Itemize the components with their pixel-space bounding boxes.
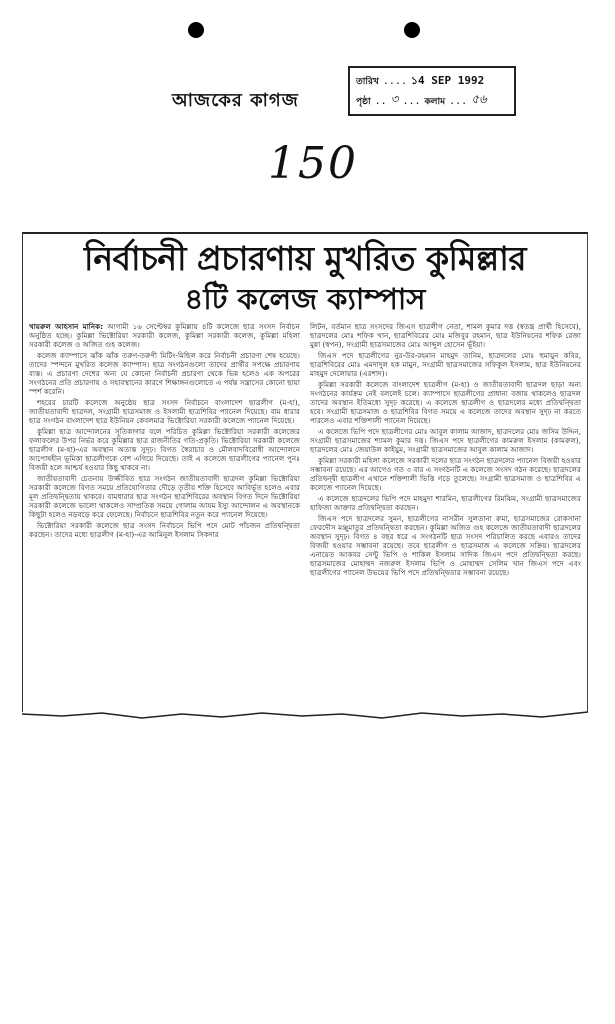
article-paragraph: এ কলেজে ছাত্রদলের ভিপি পদে মাহমুদা শারমিন, ছাত্রলীগের রিমঝিম, সংগ্রামী ছাত্রসমাজের হাফিজা আক্তার প্রতিদ্বন্দ্বিতা করছেন। bbox=[310, 494, 581, 512]
archive-stamp: তারিখ .... ১4 SEP 1992 পৃষ্ঠা .. ৩ ... কলাম ... ৫৬ bbox=[348, 66, 516, 116]
punch-hole-left bbox=[188, 22, 204, 38]
stamp-page-value: ৩ bbox=[390, 92, 399, 106]
article-paragraph: শহরের চারটি কলেজে অনুষ্ঠেয় ছাত্র সংসদ নির্বাচনে বাংলাদেশ ছাত্রলীগ (ম-হা), জাতীয়তাবাদী ছাত্রদল, সংগ্রামী ছাত্রসমাজ ও ইসলামী ছাত্রশিবির প্যানেল দিয়েছে। বাম ধারার ছাত্র সংগঠন বাংলাদেশ ছাত্র ইউনিয়ন কেবলমাত্র ভিক্টোরিয়া সরকারী কলেজে প্যানেল দিয়েছে। bbox=[29, 398, 300, 425]
stamp-column-value: ৫৬ bbox=[471, 92, 487, 106]
handwritten-page-number: 150 bbox=[268, 138, 358, 189]
news-clipping bbox=[22, 232, 588, 712]
article-paragraph: কুমিল্লা সরকারী মহিলা কলেজে সরকারী দলের ছাত্র সংগঠন ছাত্রদলের প্যানেল বিজয়ী হওয়ার সম্ভাবনা রয়েছে। এর আগেও গত ৩ বার এ সংগঠনটি এ কলেজে সংসদ গঠন করেছে। ছাত্রদলের প্রতিদ্বন্দ্বী ছাত্রলীগ এখানে শক্তিশালী ভিত্তি গড়ে তুলেছে। সংগ্রামী ছাত্রসমাজ ও ছাত্রশিবির এ কলেজে প্যানেল দিয়েছে। bbox=[310, 456, 581, 492]
stamp-date-value: ১4 SEP 1992 bbox=[410, 73, 485, 87]
article-headline: নির্বাচনী প্রচারণায় মুখরিত কুমিল্লার bbox=[83, 239, 526, 278]
article-paragraph: জিএস পদে ছাত্রদলের সুমন, ছাত্রলীগের নাসরীন সুলতানা রুমা, ছাত্রসমাজের রোকসানা ফেরদৌস মঞ্জুমাতুর প্রতিদ্বন্দ্বিতা করছেন। কুমিল্লা অজিত গুহ কলেজে জাতীয়তাবাদী ছাত্রদলের অবস্থান সুদৃঢ়। বিগত ৪ বছর ধরে এ সংগঠনটি ছাত্র সংসদ পরিচালিত করছে এবারও তাদের বিজয়ী হওয়ার সম্ভাবনা রয়েছে। তবে ছাত্রলীগ ও ছাত্রসমাজ এ কলেজে সক্রিয়। ছাত্রদলের এনায়েত আকবর সেন্টু ভিপি ও শাকিল ইসলাম সাদিক জিএস পদে প্রতিদ্বন্দ্বিতা করছে। ছাত্রসমাজের মোহাম্মদ নজরুল ইসলাম ভিপি ও মোহাম্মদ সেলিম খান জিএস পদে এবং ছাত্রলীগের প্যানেল উভয়ের ভিপি পদে প্রতিদ্বন্দ্বিতার সম্ভাবনা রয়েছে। bbox=[310, 514, 581, 577]
article-subheadline: ৪টি কলেজ ক্যাম্পাস bbox=[184, 282, 426, 316]
stamp-page-label: পৃষ্ঠা bbox=[356, 96, 371, 107]
stamp-column-label: কলাম bbox=[424, 96, 446, 107]
article-paragraph: জাতীয়তাবাদী চেতনায় উজ্জীবিত ছাত্র সংগঠন জাতীয়তাবাদী ছাত্রদল কুমিল্লা ভিক্টোরিয়া সরকারী কলেজে বিগত সময়ে প্রতিযোগিতার দৌড়ে তৃতীয় শক্তি হিসেবে আবির্ভূত হলেও এবার মূল প্রতিদ্বন্দ্বিতায় থাকবে। বামধারার ছাত্র সংগঠন ছাত্রশিবিরের অবস্থান বিগত দিনে ভিক্টোরিয়া সরকারী কলেজে ভালো থাকলেও সাম্প্রতিক সময়ে গোলাম আযম ইস্যু আন্দোলন এ অবস্থানকে কিছুটা হলেও নড়বড়ে করে ফেলেছে। নির্বাচনে ছাত্রশিবির নতুন করে প্যানেল দিয়েছে। bbox=[29, 474, 300, 519]
article-paragraph: কলেজ ক্যাম্পাসে ঝাঁক ঝাঁক তরুণ-তরুণী মিটিং-মিছিল করে নির্বাচনী প্রচারণা শেষ হয়েছে। তাদের স্পন্দনে মুখরিত কলেজ ক্যাম্পাস। ছাত্র সংগঠনগুলো তাদের প্রার্থীর সপক্ষে প্রচারণায় ব্যস্ত। এ প্রচারণা দেশের অন্য যে কোনো নির্বাচনী প্রচারণা থেকে ভিন্ন হলেও এক অপরের সংগঠনের প্রতি প্রচারণায় ও সহাবস্থানের কারণে শিক্ষাঙ্গনগুলোতে এ পর্যন্ত সন্ত্রাসের কোনো ছায়া স্পর্শ করেনি। bbox=[29, 351, 300, 396]
article-paragraph: ভিক্টোরিয়া সরকারী কলেজে ছাত্র সংসদ নির্বাচনে ভিপি পদে মোট পাঁচজন প্রতিদ্বন্দ্বিতা করছেন। তাদের মধ্যে ছাত্রলীগ (ম-হা)-এর আমিনুল ইসলাম সিকদার bbox=[29, 521, 300, 539]
article-paragraph: এ কলেজে ভিপি পদে ছাত্রলীগের মোঃ আবুল কালাম আজাদ, ছাত্রদলের মোঃ জসিম উদ্দিন, সংগ্রামী ছাত্রসমাজের শ্যামল কুমার দত্ত। জিএস পদে ছাত্রলীগের কামরুল ইসলাম (কামরুল), ছাত্রদলের মোঃ জেয়াউল কাইয়ুম, সংগ্রামী ছাত্রসমাজের আবুল কালাম আজাদ। bbox=[310, 427, 581, 454]
torn-edge-line bbox=[22, 712, 588, 718]
newspaper-name: আজকের কাগজ bbox=[172, 90, 299, 111]
article-byline: খায়রুল আহসান মানিক bbox=[29, 322, 101, 331]
article-column-2 bbox=[310, 322, 581, 704]
article-paragraph: জিএস পদে ছাত্রলীগের নুর-উর-রহমান মাহমুদ তানিম, ছাত্রদলের মোঃ হুমায়ুন কবির, ছাত্রশিবিরের মোঃ এমদাদুল হক মামুন, সংগ্রামী ছাত্রসমাজের সফিকুল ইসলাম, ছাত্র ইউনিয়নের মাহমুদ দেলোয়ার (এরশাদ)। bbox=[310, 351, 581, 378]
article-paragraph: লিটন, বর্তমান ছাত্র সংসদের জিএস ছাত্রলীগ নেতা, শামল কুমার দত্ত (স্বতন্ত্র প্রার্থী হিসেবে), ছাত্রদলের মোঃ শফিক খান, ছাত্রশিবিরের মোঃ মজিবুর রহমান, ছাত্র ইউনিয়নের শফিক রেজা মুন্না (স্বপন), সংগ্রামী ছাত্রসমাজের মোঃ আব্দুল হোসেন ভূঁইয়া। bbox=[310, 322, 581, 349]
article-body bbox=[29, 322, 581, 704]
torn-edge bbox=[22, 700, 588, 728]
punch-hole-right bbox=[404, 22, 420, 38]
article-paragraph: খায়রুল আহসান মানিক: আগামী ১৬ সেপ্টেম্বর কুমিল্লায় ৪টি কলেজে ছাত্র সংসদ নির্বাচন অনুষ্ঠিত হচ্ছে। কুমিল্লা ভিক্টোরিয়া সরকারী কলেজ, কুমিল্লা সরকারী কলেজ, কুমিল্লা মহিলা সরকারী কলেজ ও অজিত গুহ কলেজ। bbox=[29, 322, 300, 349]
stamp-date-label: তারিখ bbox=[356, 76, 379, 87]
article-paragraph: কুমিল্লা সরকারী কলেজে বাংলাদেশ ছাত্রলীগ (ম-হা) ও জাতীয়তাবাদী ছাত্রদল ছাড়া অন্য সংগঠনের কার্যক্রম নেই বললেই চলে। ক্যাম্পাসে ছাত্রলীগের প্রাধান্য বজায় থাকলেও ছাত্রদল তাদের অবস্থান ইতিমধ্যে সুদৃঢ় করেছে। এ কলেজে ছাত্রলীগ ও ছাত্রদলের মধ্যে প্রতিদ্বন্দ্বিতা হবে। সংগ্রামী ছাত্রসমাজ ও ছাত্রশিবির বিগত সময়ে এ কলেজে তাদের অবস্থান সুদৃঢ় না করতে পারলেও এবার শক্তিশালী প্যানেল দিয়েছে। bbox=[310, 380, 581, 425]
article-paragraph: কুমিল্লা ছাত্র আন্দোলনের সূতিকাগার বলে পরিচিত কুমিল্লা ভিক্টোরিয়া সরকারী কলেজের ফলাফলের উপর নির্ভর করে কুমিল্লার ছাত্র রাজনীতির গতি-প্রকৃতি। ভিক্টোরিয়া সরকারী কলেজে ছাত্রলীগ (ম-হা)-এর অবস্থান অত্যন্ত সুদৃঢ়। বিগত স্বৈরাচার ও মৌলবাদবিরোধী আন্দোলনে আপোষহীন ভূমিকা ছাত্রলীগকে বেশ এগিয়ে দিয়েছে। তাই এ কলেজে ছাত্রলীগের প্যানেল পুনঃ বিজয়ী হলে আশ্চর্য হওয়ার কিছু থাকবে না। bbox=[29, 427, 300, 472]
article-column-1 bbox=[29, 322, 300, 704]
